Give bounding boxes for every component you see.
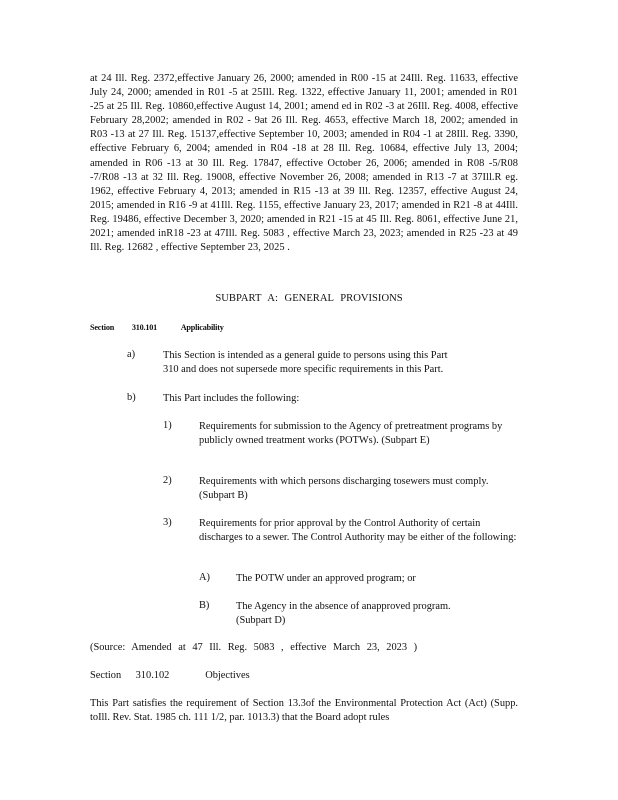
item-b3A-text: The POTW under an approved program; or [236,573,416,584]
item-b3B-text: The Agency in the absence of anapproved program. (Subpart D) [236,601,451,626]
subpart-heading: SUBPART A: GENERAL PROVISIONS [215,293,403,304]
history-paragraph: at 24 Ill. Reg. 2372,effective January 26, 2000; amended in R00 -15 at 24Ill. Reg. 11633, effective July 24, 2000; amended in R01 -5 at 25Ill. Reg. 1322, effective January 11, 2001; amended in R01 -25 at 25 Ill. Reg. 10860,effective August 14, 2001; amend ed in R02 -3 at 26Ill. Reg. 4008, effective February 28,2002; amended in R02 - 9at 26 Ill. Reg. 4653, effective March 18, 2002; amended in R03 -13 at 27 Ill. Reg. 15137,effective September 10, 2003; amended in R04 -1 at 28Ill. Reg. 3390, effective February 6, 2004; amended in R04 -18 at 28 Ill. Reg. 10684, effective July 13, 2004; amended in R06 -13 at 30 Ill. Reg. 17847, effective October 26, 2006; amended in R08 -5/R08 -7/R08 -13 at 32 Ill. Reg. 19008, effective November 26, 2008; amended in R13 -7 at 37Ill.R eg. 1962, effective February 4, 2013; amended in R15 -13 at 39 Ill. Reg. 12357, effective August 24, 2015; amended in R16 -9 at 41Ill. Reg. 1155, effective January 23, 2017; amended in R21 -8 at 44Ill. Reg. 19486, effective December 3, 2020; amended in R21 -15 at 45 Ill. Reg. 8061, effective June 21, 2021; amended inR18 -23 at 47Ill. Reg. 5083 , effective March 23, 2023; amended in R25 -23 at 49 Ill. Reg. 12682 , effective September 23, 2025 . [90,73,518,254]
item-b2-label: 2) [163,475,172,486]
source-note: (Source: Amended at 47 Ill. Reg. 5083 , effective March 23, 2023 ) [90,642,418,653]
section-310-102-heading [90,670,250,681]
item-b3A-label: A) [199,572,210,583]
item-b2-text: Requirements with which persons discharging tosewers must comply. (Subpart B) [199,476,489,501]
item-b1-label: 1) [163,420,172,431]
item-a-label: a) [127,349,136,360]
section-310-101-heading [90,323,224,332]
item-b3-text: Requirements for prior approval by the Control Authority of certain discharges to a sewer. The Control Authority may be either of the following: [199,518,517,543]
section-title: Objectives [205,670,250,681]
item-b3B-label: B) [199,600,210,611]
item-b3-label: 3) [163,517,172,528]
section-word: Section [90,670,122,681]
item-b-label: b) [127,392,136,403]
objectives-paragraph: This Part satisfies the requirement of Section 13.3of the Environmental Protection Act (Act) (Supp. toIll. Rev. Stat. 1985 ch. 111 1/2, par. 1013.3) that the Board adopt rules [90,698,518,724]
item-a-text: This Section is intended as a general guide to persons using this Part 310 and does not supersede more specific requirements in this Part. [163,350,448,375]
section-number: 310.102 [135,670,170,681]
item-b1-text: Requirements for submission to the Agency of pretreatment programs by publicly owned treatment works (POTWs). (Subpart E) [199,421,503,446]
section-number: 310.101 [131,323,158,332]
section-word: Section [90,323,115,332]
item-b-text: This Part includes the following: [163,393,300,404]
section-title: Applicability [180,323,224,332]
